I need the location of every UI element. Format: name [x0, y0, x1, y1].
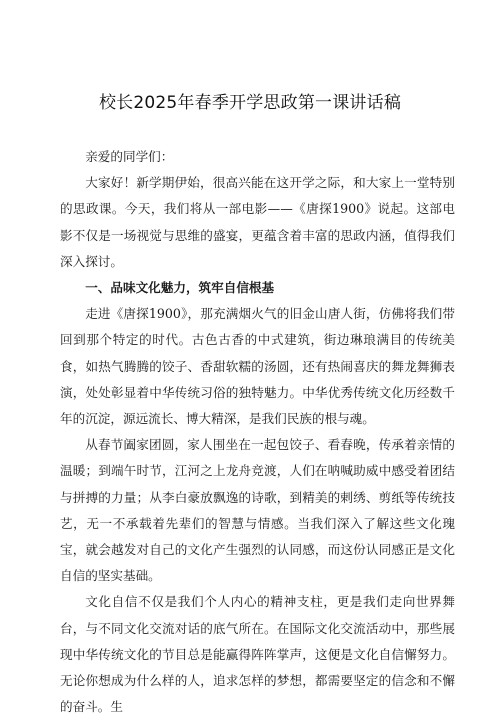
greeting: 亲爱的同学们：	[85, 149, 174, 164]
document-body	[60, 144, 455, 720]
section-heading: 一、品味文化魅力，筑牢自信根基	[85, 280, 275, 296]
intro-paragraph: 大家好！新学期伊始，很高兴能在这开学之际，和大家上一堂特别的思政课。今天，我们将从一部电影——《唐探1900》说起。这部电影不仅是一场视觉与思维的盛宴，更蕴含着丰富的思政内涵，值得我们深入探讨。	[60, 175, 455, 269]
body-paragraph: 走进《唐探1900》，那充满烟火气的旧金山唐人街，仿佛将我们带回到那个特定的时代。古色古香的中式建筑，街边琳琅满目的传统美食，如热气腾腾的饺子、香甜软糯的汤圆，还有热闹喜庆的舞龙舞狮表演，处处彰显着中华传统习俗的独特魅力。中华优秀传统文化历经数千年的沉淀，源远流长、博大精深，是我们民族的根与魂。	[60, 306, 455, 427]
document-title: 校长2025年春季开学思政第一课讲话稿	[98, 93, 402, 113]
body-paragraph: 从春节阖家团圆，家人围坐在一起包饺子、看春晚，传承着亲情的温暖；到端午时节，江河之上龙舟竞渡，人们在呐喊助威中感受着团结与拼搏的力量；从李白豪放飘逸的诗歌，到精美的剌绣、剪纸等传统技艺，无一不承载着先辈们的智慧与情感。当我们深入了解这些文化瑰宝，就会越发对自己的文化产生强烈的认同感，而这份认同感正是文化自信的坚实基础。	[60, 437, 455, 584]
body-paragraph: 文化自信不仅是我们个人内心的精神支柱，更是我们走向世界舞台，与不同文化交流对话的底气所在。在国际文化交流活动中，那些展现中华传统文化的节目总是能赢得阵阵掌声，这便是文化自信懈努力。无论你想成为什么样的人，追求怎样的梦想，都需要坚定的信念和不懈的奋斗。生	[60, 594, 455, 715]
